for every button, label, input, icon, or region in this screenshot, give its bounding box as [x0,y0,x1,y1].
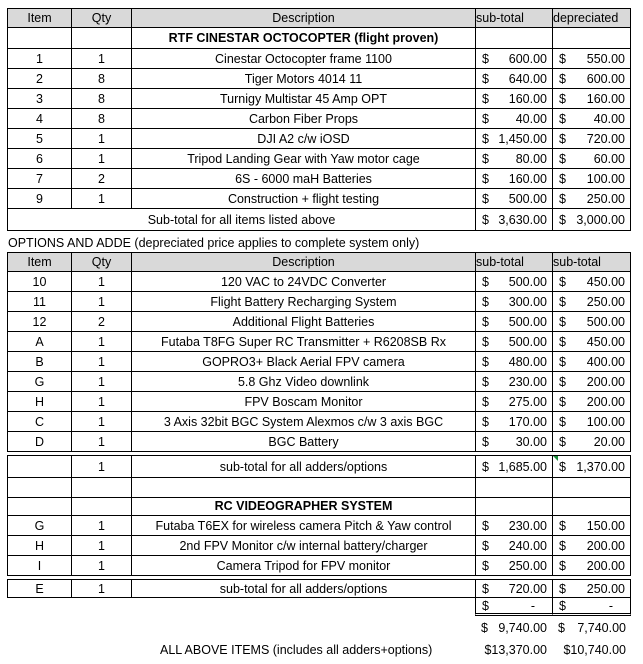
table-row [0,189,643,209]
depreciated-cell: $ 200.00 [552,372,631,392]
subtotal-row [0,455,643,478]
description-cell: GOPRO3+ Black Aerial FPV camera [131,352,475,372]
depreciated-cell: $ 200.00 [552,392,631,412]
qty-cell: 1 [71,129,131,149]
description-cell: 5.8 Ghz Video downlink [131,372,475,392]
item-cell: E [7,579,71,598]
subtotal-label: sub-total for all adders/options [131,455,475,478]
qty-cell: 1 [71,412,131,432]
item-cell: I [7,556,71,576]
description-cell: Construction + flight testing [131,189,475,209]
blank-subtotal-cell: $ - [475,598,552,616]
subtotal-cell: $ 1,685.00 [475,455,552,478]
subtotal-cell: $ 40.00 [475,109,552,129]
item-cell: 2 [7,69,71,89]
subtotal-row [0,209,643,231]
item-cell: G [7,516,71,536]
subtotal-cell: $ 500.00 [475,312,552,332]
description-cell: Tripod Landing Gear with Yaw motor cage [131,149,475,169]
sum-row [0,618,643,638]
qty-cell: 1 [71,189,131,209]
table-row [0,312,643,332]
depreciated-cell: $ 250.00 [552,189,631,209]
table-row [0,272,643,292]
col-header-item: Item [7,252,71,272]
table-row [0,556,643,576]
qty-cell: 1 [71,432,131,452]
all-items-subtotal: $13,370.00 [484,643,547,657]
depreciated-cell: $ 1,370.00 [552,455,631,478]
spacer-row [0,478,643,498]
depreciated-cell: $ 250.00 [552,292,631,312]
table-row [0,149,643,169]
subtotal-cell: $ 480.00 [475,352,552,372]
section-title-row-3 [0,496,643,516]
qty-cell: 1 [71,455,131,478]
item-cell: B [7,352,71,372]
header-row-2 [0,252,643,272]
depreciated-cell: $ 500.00 [552,312,631,332]
subtotal-cell: $ 160.00 [475,169,552,189]
qty-cell: 8 [71,109,131,129]
qty-cell: 1 [71,149,131,169]
all-items-label: ALL ABOVE ITEMS (includes all adders+options) [160,643,433,657]
cell-note-marker [553,456,558,461]
qty-cell: 1 [71,516,131,536]
subtotal-cell: $ 600.00 [475,49,552,69]
subtotal-cell: $ 250.00 [475,556,552,576]
subtotal-cell: $ 1,450.00 [475,129,552,149]
depreciated-cell: $ 450.00 [552,272,631,292]
subtotal-cell: $ 500.00 [475,272,552,292]
qty-cell: 1 [71,292,131,312]
qty-cell: 1 [71,49,131,69]
depreciated-cell: $ 600.00 [552,69,631,89]
item-cell: 1 [7,49,71,69]
subtotal-row [0,579,643,598]
section-title-videographer: RC VIDEOGRAPHER SYSTEM [131,496,475,516]
subtotal-cell: $ 300.00 [475,292,552,312]
qty-cell: 1 [71,332,131,352]
subtotal-cell: $ 640.00 [475,69,552,89]
description-cell: Tiger Motors 4014 11 [131,69,475,89]
item-cell: 10 [7,272,71,292]
depreciated-cell: $ 100.00 [552,412,631,432]
description-cell: Cinestar Octocopter frame 1100 [131,49,475,69]
description-cell: 120 VAC to 24VDC Converter [131,272,475,292]
col-header-subtotal: sub-total [475,252,552,272]
depreciated-cell: $ 20.00 [552,432,631,452]
table-row [0,292,643,312]
qty-cell: 1 [71,556,131,576]
item-cell: 5 [7,129,71,149]
subtotal-cell: $ 230.00 [475,516,552,536]
col-header-qty: Qty [71,8,131,28]
table-row [0,89,643,109]
subtotal-label: sub-total for all adders/options [131,579,475,598]
subtotal-label: Sub-total for all items listed above [7,209,475,231]
qty-cell: 1 [71,392,131,412]
subtotal-cell: $ 80.00 [475,149,552,169]
depreciated-cell: $ 60.00 [552,149,631,169]
table-row [0,392,643,412]
depreciated-cell: $ 450.00 [552,332,631,352]
col-header-subtotal-2: sub-total [552,252,631,272]
qty-cell: 8 [71,69,131,89]
qty-cell: 2 [71,169,131,189]
subtotal-cell: $ 275.00 [475,392,552,412]
table-row [0,536,643,556]
all-items-row [0,640,643,660]
description-cell: FPV Boscam Monitor [131,392,475,412]
depreciated-cell: $ 160.00 [552,89,631,109]
col-header-qty: Qty [71,252,131,272]
depreciated-cell: $ 150.00 [552,516,631,536]
header-row-1 [0,8,643,28]
sum-depreciated: $ 7,740.00 [558,621,626,635]
depreciated-cell: $ 550.00 [552,49,631,69]
table-row [0,352,643,372]
table-row [0,69,643,89]
col-header-description: Description [131,252,475,272]
depreciated-cell: $ 400.00 [552,352,631,372]
item-cell [7,455,71,478]
subtotal-cell: $ 500.00 [475,189,552,209]
subtotal-cell: $ 170.00 [475,412,552,432]
subtotal-cell: $ 30.00 [475,432,552,452]
table-row [0,169,643,189]
item-cell: 4 [7,109,71,129]
depreciated-cell: $ 3,000.00 [552,209,631,231]
table-row [0,516,643,536]
table-row [0,109,643,129]
table-row [0,432,643,452]
blank-dash-row [0,598,643,616]
col-header-subtotal: sub-total [475,8,552,28]
subtotal-cell: $ 3,630.00 [475,209,552,231]
item-cell: 9 [7,189,71,209]
table-row [0,372,643,392]
depreciated-cell: $ 40.00 [552,109,631,129]
description-cell: Flight Battery Recharging System [131,292,475,312]
table-row [0,412,643,432]
qty-cell: 1 [71,536,131,556]
subtotal-cell: $ 720.00 [475,579,552,598]
qty-cell: 1 [71,272,131,292]
description-cell: Futaba T6EX for wireless camera Pitch & Yaw control [131,516,475,536]
description-cell: Futaba T8FG Super RC Transmitter + R6208SB Rx [131,332,475,352]
description-cell: 2nd FPV Monitor c/w internal battery/charger [131,536,475,556]
table-row [0,332,643,352]
description-cell: Carbon Fiber Props [131,109,475,129]
col-header-depreciated: depreciated [552,8,631,28]
description-cell: Turnigy Multistar 45 Amp OPT [131,89,475,109]
item-cell: 6 [7,149,71,169]
subtotal-cell: $ 240.00 [475,536,552,556]
description-cell: DJI A2 c/w iOSD [131,129,475,149]
item-cell: H [7,536,71,556]
subtotal-cell: $ 230.00 [475,372,552,392]
col-header-description: Description [131,8,475,28]
sum-subtotal: $ 9,740.00 [481,621,547,635]
description-cell: 6S - 6000 maH Batteries [131,169,475,189]
table-row [0,49,643,69]
table-row [0,129,643,149]
depreciated-cell: $ 200.00 [552,536,631,556]
depreciated-cell: $ 200.00 [552,556,631,576]
options-note: OPTIONS AND ADDE (depreciated price applies to complete system only) [8,236,420,250]
item-cell: 12 [7,312,71,332]
section-title-octocopter: RTF CINESTAR OCTOCOPTER (flight proven) [131,28,475,49]
description-cell: BGC Battery [131,432,475,452]
item-cell: A [7,332,71,352]
depreciated-cell: $ 720.00 [552,129,631,149]
all-items-depreciated: $10,740.00 [563,643,626,657]
subtotal-cell: $ 160.00 [475,89,552,109]
description-cell: 3 Axis 32bit BGC System Alexmos c/w 3 axis BGC [131,412,475,432]
depreciated-cell: $ 250.00 [552,579,631,598]
item-cell: 7 [7,169,71,189]
item-cell: G [7,372,71,392]
item-cell: H [7,392,71,412]
col-header-item: Item [7,8,71,28]
blank-depreciated-cell: $ - [552,598,631,616]
qty-cell: 2 [71,312,131,332]
item-cell: 11 [7,292,71,312]
item-cell: D [7,432,71,452]
section-title-row-1 [0,28,643,49]
item-cell: C [7,412,71,432]
item-cell: 3 [7,89,71,109]
qty-cell: 1 [71,372,131,392]
subtotal-cell: $ 500.00 [475,332,552,352]
qty-cell: 8 [71,89,131,109]
description-cell: Camera Tripod for FPV monitor [131,556,475,576]
qty-cell: 1 [71,579,131,598]
qty-cell: 1 [71,352,131,372]
description-cell: Additional Flight Batteries [131,312,475,332]
depreciated-cell: $ 100.00 [552,169,631,189]
